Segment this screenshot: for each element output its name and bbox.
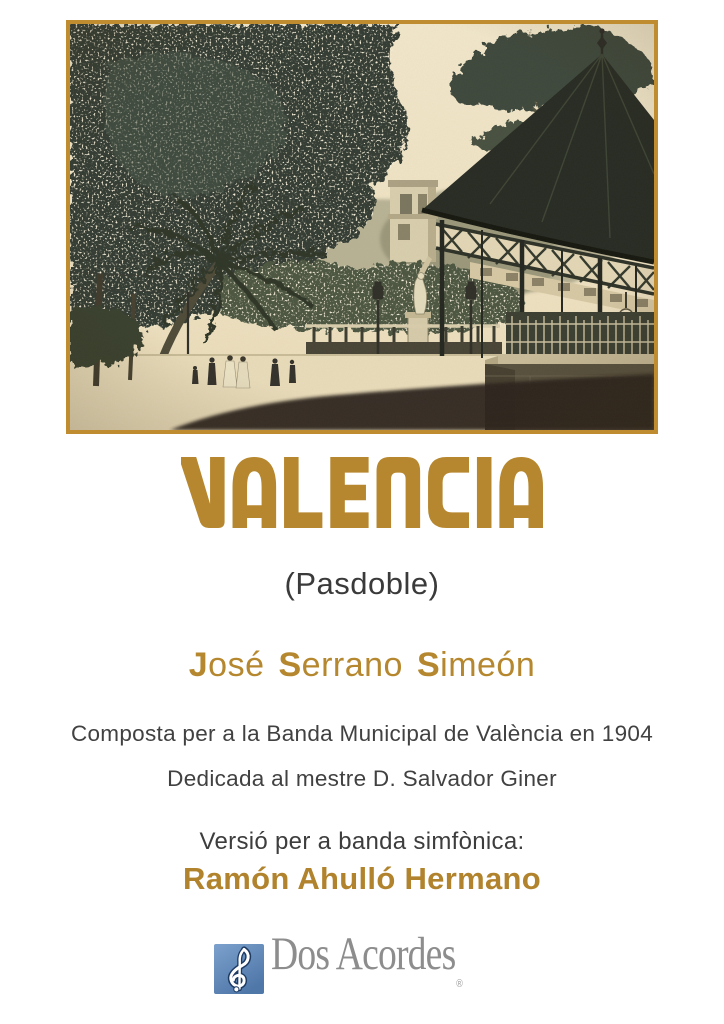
composer-part: Simeón (416, 646, 536, 684)
composer-part: Serrano (278, 646, 403, 684)
photo-vignette (70, 24, 654, 430)
arrangement-label: Versió per a banda simfònica: (199, 828, 525, 855)
arranger-name: Ramón Ahulló Hermano (183, 861, 541, 896)
publisher-logo (214, 929, 511, 1009)
credit-line-composed: Composta per a la Banda Municipal de València en 1904 (70, 721, 654, 746)
treble-clef-icon (214, 944, 264, 994)
title-block (181, 456, 543, 528)
publisher-name: Dos Acordes$_®$ (270, 928, 463, 990)
subtitle: (Pasdoble) (284, 566, 440, 601)
photo-frame (66, 20, 658, 434)
cover-photo (70, 24, 654, 430)
composer-part: José (188, 646, 265, 684)
page-title (181, 457, 543, 528)
composer-name (182, 646, 543, 685)
registered-mark: ® (455, 978, 463, 990)
credit-line-dedication: Dedicada al mestre D. Salvador Giner (167, 766, 557, 791)
